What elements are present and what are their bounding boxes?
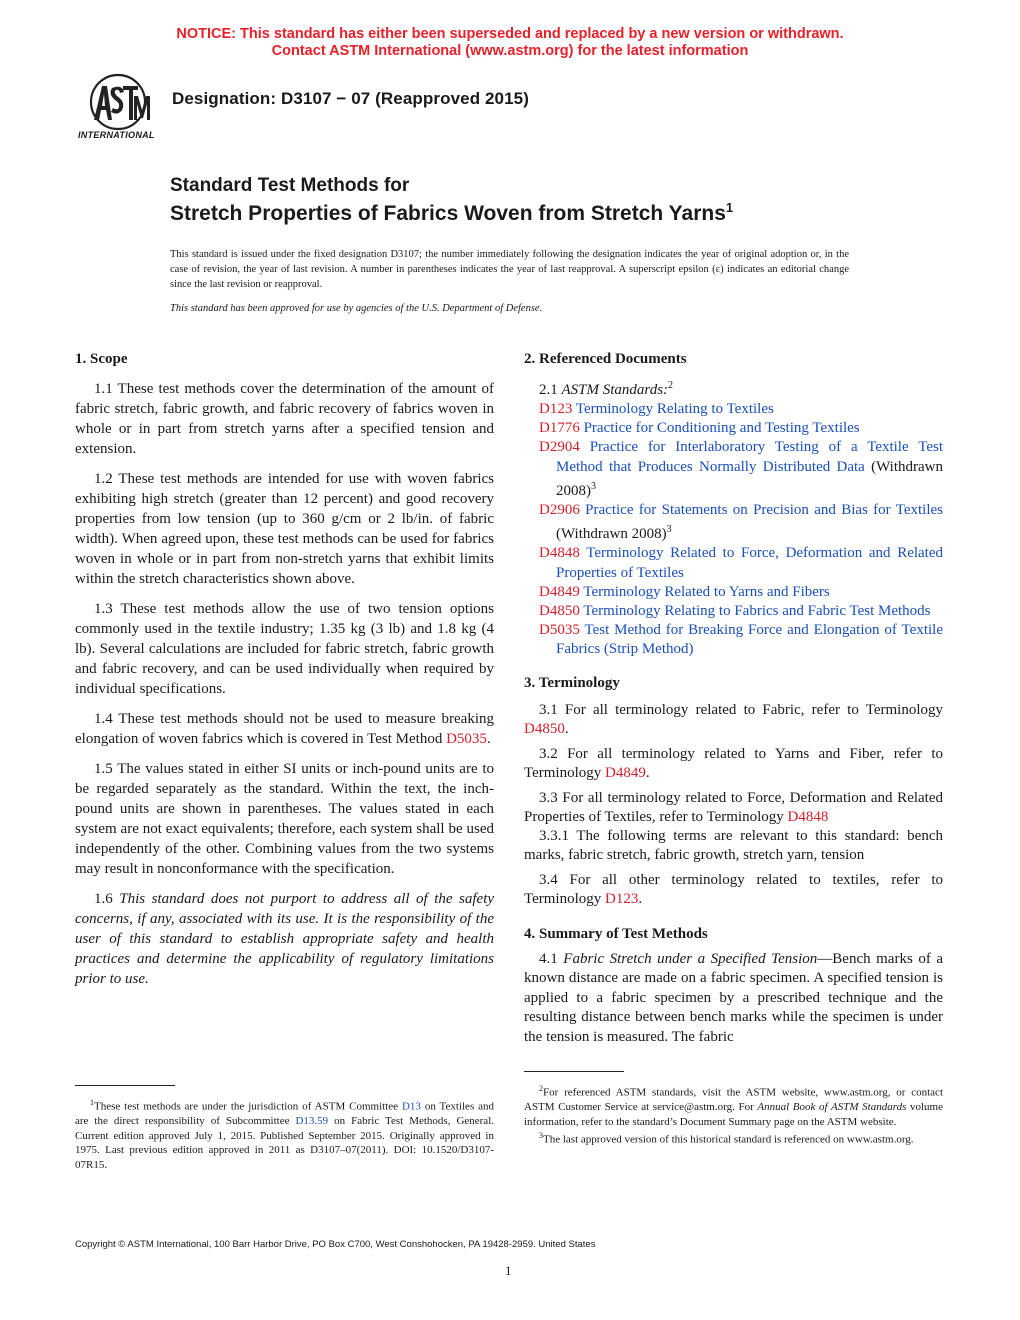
referenced-sub-sup: 2 — [668, 380, 674, 391]
intro-paragraph: This standard is issued under the fixed designation D3107; the number immediately following the designation indicates the year of original adoption or, in the case of revision, the year of last revision. A number in parentheses indicates the year of last reapproval. A superscript epsilon (ε) indicates an editorial change since the last revision or reapproval. — [170, 249, 849, 290]
terminology-3-4-ref-link[interactable]: D123 — [605, 890, 639, 907]
title-line-2 — [170, 200, 733, 226]
terminology-3-2-ref-link[interactable]: D4849 — [605, 764, 646, 781]
ref-sup: 3 — [666, 524, 672, 536]
terminology-heading: 3. Terminology — [524, 674, 620, 691]
title-text: Stretch Properties of Fabrics Woven from Stretch Yarns — [170, 202, 726, 225]
terminology-3-2: 3.2 For all terminology related to Yarns and Fiber, refer to Terminology D4849. — [524, 745, 943, 781]
ref-title[interactable]: Practice for Interlaboratory Testing of a Textile Test Method that Produces Normally Distributed Data — [556, 439, 944, 475]
scope-1-3: 1.3 These test methods allow the use of two tension options commonly used in the textile industry; 1.35 kg (3 lb) and 1.8 kg (4 lb). Several calculations are included for fabric stretch, fabric growth and fabric recovery, and can be used individually when required by individual specifications. — [75, 601, 494, 697]
footnote-3-mark: 3 — [539, 1131, 543, 1141]
ref-title[interactable]: Terminology Related to Force, Deformation and Related Properties of Textiles — [556, 545, 944, 581]
ref-item-d4850[interactable] — [524, 602, 943, 621]
ref-title[interactable]: Terminology Related to Yarns and Fibers — [583, 583, 830, 600]
ref-item-d123[interactable] — [524, 400, 943, 419]
astm-logo-org: INTERNATIONAL — [78, 130, 155, 140]
ref-sup: 3 — [591, 480, 596, 492]
left-column — [75, 349, 494, 989]
referenced-sub-label: ASTM Standards: — [561, 382, 669, 398]
footnote-3-text: The last approved version of this historical standard is referenced on www.astm.org. — [543, 1133, 914, 1146]
terminology-3-1-ref-link[interactable]: D4850 — [524, 720, 565, 737]
footnote-1-text — [75, 1096, 494, 1172]
scope-1-6-num: 1.6 — [94, 891, 113, 907]
footnotes-right — [524, 1082, 943, 1147]
ref-item-d2906[interactable] — [524, 501, 943, 544]
ref-code[interactable]: D5035 — [539, 622, 580, 639]
astm-logo — [76, 72, 162, 144]
footnote-2 — [524, 1082, 943, 1129]
designation: Designation: D3107 − 07 (Reapproved 2015) — [172, 89, 529, 108]
scope-1-2: 1.2 These test methods are intended for use with woven fabrics exhibiting high stretch (greater than 12 percent) and good recovery properties from low tension (up to 360 g/cm or 2 lb/in. of fabric width). When agreed upon, these test methods can be used for fabrics woven in whole or in part from non-stretch yarns that exhibit limits within the stretch characteristics shown above. — [75, 471, 494, 587]
ref-code[interactable]: D2904 — [539, 439, 580, 456]
footnote-rule-right — [524, 1071, 624, 1072]
title-line-1: Standard Test Methods for — [170, 175, 410, 196]
terminology-3-4: 3.4 For all other terminology related to textiles, refer to Terminology D123. — [524, 871, 943, 907]
copyright-footer: Copyright © ASTM International, 100 Barr Harbor Drive, PO Box C700, West Conshohocken, PA 19428-2959. United States — [75, 1239, 596, 1250]
scope-1-4-end: . — [486, 731, 491, 747]
ref-code[interactable]: D4850 — [539, 603, 580, 620]
footnote-1-part-a: These test methods are under the jurisdiction of ASTM Committee — [94, 1100, 399, 1113]
ref-code[interactable]: D2906 — [539, 502, 580, 519]
ref-title[interactable]: Test Method for Breaking Force and Elongation of Textile Fabrics (Strip Method) — [556, 622, 943, 658]
terminology-3-2-text: 3.2 For all terminology related to Yarns and Fiber, refer to Terminology — [524, 745, 943, 781]
ref-code[interactable]: D1776 — [539, 420, 580, 437]
scope-1-5: 1.5 The values stated in either SI units or inch-pound units are to be regarded separately as the standard. Within the text, the inch-pound units are shown in parentheses. The values stated in each system are not exact equivalents; therefore, each system shall be used independently of the other. Combining values from the two systems may result in nonconformance with the specification. — [75, 761, 494, 877]
page-number: 1 — [505, 1263, 512, 1278]
footnote-2-mark: 2 — [539, 1084, 543, 1093]
footnote-1-part-b: on Textiles and are the direct responsibility of Subcommittee — [75, 1100, 495, 1128]
ref-code[interactable]: D123 — [539, 401, 573, 417]
scope-1-6 — [75, 889, 494, 989]
ref-title[interactable]: Terminology Relating to Textiles — [575, 401, 774, 417]
referenced-sub-num: 2.1 — [539, 382, 558, 398]
ref-note: (Withdrawn 2008) — [556, 458, 943, 499]
scope-heading: 1. Scope — [75, 351, 128, 367]
footnote-1-part-c: on Fabric Test Methods, General. Current edition approved July 1, 2015. Published September 2015. Originally approved in 1975. Last previous edition approved in 2011 as D3107–07(2011). DOI: 10.1520/D3107-07R15. — [75, 1115, 494, 1171]
scope-1-4 — [75, 709, 494, 749]
summary-heading: 4. Summary of Test Methods — [524, 925, 708, 942]
terminology-3-3-1: 3.3.1 The following terms are relevant to this standard: bench marks, fabric stretch, fabric growth, stretch yarn, tension — [524, 827, 943, 863]
scope-1-1: 1.1 These test methods cover the determination of the amount of fabric stretch, fabric growth, and fabric recovery of fabrics woven in whole or in part from stretch yarns after a specified tension and extension. — [75, 381, 494, 457]
footnote-1 — [75, 1096, 494, 1172]
ref-title[interactable]: Practice for Conditioning and Testing Textiles — [583, 420, 860, 437]
summary-4-1 — [524, 950, 943, 1048]
notice-banner — [0, 26, 1020, 60]
terminology-3-3-ref-link[interactable]: D4848 — [787, 808, 829, 825]
footnote-2-part-b: volume information, refer to the standard’s Document Summary page on the ASTM website. — [524, 1101, 943, 1128]
dod-note: This standard has been approved for use by agencies of the U.S. Department of Defense. — [170, 303, 543, 314]
footnote-rule-left — [75, 1085, 175, 1086]
notice-line-2: Contact ASTM International (www.astm.org) for the latest information — [271, 43, 749, 59]
ref-item-d4849[interactable] — [524, 583, 943, 602]
referenced-heading: 2. Referenced Documents — [524, 351, 687, 367]
ref-item-d1776[interactable] — [524, 419, 943, 438]
scope-1-4-text: 1.4 These test methods should not be used to measure breaking elongation of woven fabrics which is covered in Test Method — [75, 711, 494, 747]
footnote-2-part-a: For referenced ASTM standards, visit the ASTM website, www.astm.org, or contact ASTM Customer Service at service@astm.org. For — [524, 1086, 943, 1114]
footnote-2-italic: Annual Book of ASTM Standards — [757, 1101, 907, 1114]
footnote-1-ref-d13-link[interactable]: D13 — [401, 1100, 421, 1113]
ref-item-d2904[interactable] — [524, 438, 943, 501]
ref-item-d5035[interactable] — [524, 621, 943, 659]
notice-line-1: NOTICE: This standard has either been superseded and replaced by a new version or withdrawn. — [176, 26, 844, 42]
footnote-1-mark: 1 — [90, 1098, 94, 1107]
scope-1-6-text: This standard does not purport to address all of the safety concerns, if any, associated with its use. It is the responsibility of the user of this standard to establish appropriate safety and health practices and determine the applicability of regulatory limitations prior to use. — [75, 891, 495, 987]
ref-title[interactable]: Terminology Relating to Fabrics and Fabric Test Methods — [583, 603, 931, 620]
title-footnote-mark: 1 — [725, 200, 734, 215]
footnote-3 — [524, 1129, 943, 1147]
ref-note: (Withdrawn 2008) — [556, 526, 667, 543]
terminology-3-3-text: 3.3 For all terminology related to Force, Deformation and Related Properties of Textiles, refer to Terminology — [524, 789, 943, 825]
right-column — [524, 349, 943, 1047]
summary-4-1-italic: Fabric Stretch under a Specified Tension — [563, 950, 818, 967]
terminology-3-1: 3.1 For all terminology related to Fabric, refer to Terminology D4850. — [524, 701, 943, 737]
summary-4-1-text: —Bench marks of a known distance are made on a fabric specimen. A specified tension is applied to a fabric specimen by a prescribed technique and the resulting distance between bench marks while the specimen is under the tension is measured. The fabric — [524, 950, 943, 1045]
terminology-3-4-text: 3.4 For all other terminology related to textiles, refer to Terminology — [524, 871, 943, 907]
ref-item-d4848[interactable] — [524, 544, 943, 582]
terminology-3-3 — [524, 789, 943, 827]
ref-code[interactable]: D4848 — [539, 545, 580, 562]
referenced-subheading — [524, 376, 943, 400]
ref-title[interactable]: Practice for Statements on Precision and Bias for Textiles — [585, 502, 943, 519]
terminology-3-1-text: 3.1 For all terminology related to Fabric, refer to Terminology — [539, 701, 943, 718]
footnote-1-ref-d1359-link[interactable]: D13.59 — [295, 1115, 329, 1128]
summary-4-1-num: 4.1 — [539, 950, 558, 967]
scope-1-4-ref-link[interactable]: D5035 — [446, 731, 487, 747]
ref-code[interactable]: D4849 — [539, 583, 580, 600]
